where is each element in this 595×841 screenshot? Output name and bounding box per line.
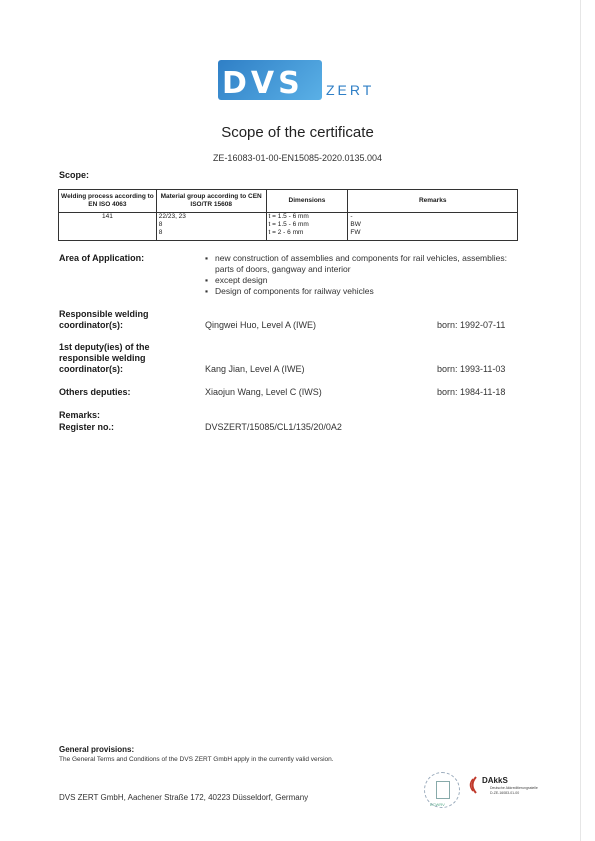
certificate-number: ZE-16083-01-00-EN15085-2020.0135.004 [212, 153, 383, 163]
scope-table [58, 189, 518, 241]
cell-remarks: BW [348, 221, 518, 229]
list-item: ▪ except design [205, 275, 525, 286]
cell-dimensions: t = 1.5 - 6 mm [266, 213, 348, 222]
cell-process [59, 221, 157, 229]
dakks-subtitle: Deutsche Akkreditierungsstelle D-ZE-16083-01-00 [490, 786, 538, 795]
table-row [59, 229, 518, 241]
responsible-coordinator-born: born: 1992-07-11 [437, 320, 506, 330]
emblem-figure-icon [436, 781, 450, 799]
cell-remarks: FW [348, 229, 518, 241]
logo-mark: DVS [222, 66, 304, 101]
header-dimensions: Dimensions [266, 190, 348, 213]
list-item: ▪ Design of components for railway vehicles [205, 286, 525, 297]
area-of-application-label: Area of Application: [59, 253, 145, 263]
other-deputies-born: born: 1984-11-18 [437, 387, 506, 397]
header-material-group: Material group according to CEN ISO/TR 15608 [156, 190, 266, 213]
general-provisions-text: The General Terms and Conditions of the DVS ZERT GmbH apply in the currently valid version. [59, 756, 334, 763]
first-deputy-name: Kang Jian, Level A (IWE) [205, 364, 305, 374]
first-deputy-label: 1st deputy(ies) of the responsible welding coordinator(s): [59, 342, 150, 374]
header-welding-process: Welding process according to EN ISO 4063 [59, 190, 157, 213]
responsible-coordinator-name: Qingwei Huo, Level A (IWE) [205, 320, 317, 330]
cell-material: 22/23, 23 [156, 213, 266, 222]
cell-material: 8 [156, 229, 266, 241]
footer-address: DVS ZERT GmbH, Aachener Straße 172, 40223 Düsseldorf, Germany [59, 793, 309, 802]
scope-table-header [59, 190, 518, 213]
emblem-caption: ECWRV [430, 802, 445, 807]
scope-label: Scope: [59, 170, 90, 180]
table-row [59, 221, 518, 229]
remarks-label: Remarks: [59, 410, 101, 420]
other-deputies-label: Others deputies: [59, 387, 131, 397]
responsible-coordinator-label: Responsible welding coordinator(s): [59, 309, 149, 330]
general-provisions-label: General provisions: [59, 745, 135, 754]
other-deputies-name: Xiaojun Wang, Level C (IWS) [205, 387, 322, 397]
dakks-logo-icon [468, 776, 478, 794]
list-item: ▪ new construction of assemblies and components for rail vehicles, assemblies: parts of doors, gangway and interior [205, 253, 525, 275]
logo-suffix: ZERT [326, 82, 375, 98]
register-number: DVSZERT/15085/CL1/135/20/0A2 [205, 422, 342, 432]
header-remarks: Remarks [348, 190, 518, 213]
first-deputy-born: born: 1993-11-03 [437, 364, 506, 374]
register-label: Register no.: [59, 422, 115, 432]
cell-process: 141 [59, 213, 157, 222]
table-row [59, 213, 518, 222]
dvs-zert-logo [218, 60, 378, 104]
cell-dimensions: t = 2 - 6 mm [266, 229, 348, 241]
page-title: Scope of the certificate [221, 124, 374, 141]
cell-remarks: - [348, 213, 518, 222]
cell-dimensions: t = 1.5 - 6 mm [266, 221, 348, 229]
dakks-name: DAkkS [482, 776, 508, 785]
cell-material: 8 [156, 221, 266, 229]
cell-process [59, 229, 157, 241]
area-of-application-list [205, 253, 525, 297]
